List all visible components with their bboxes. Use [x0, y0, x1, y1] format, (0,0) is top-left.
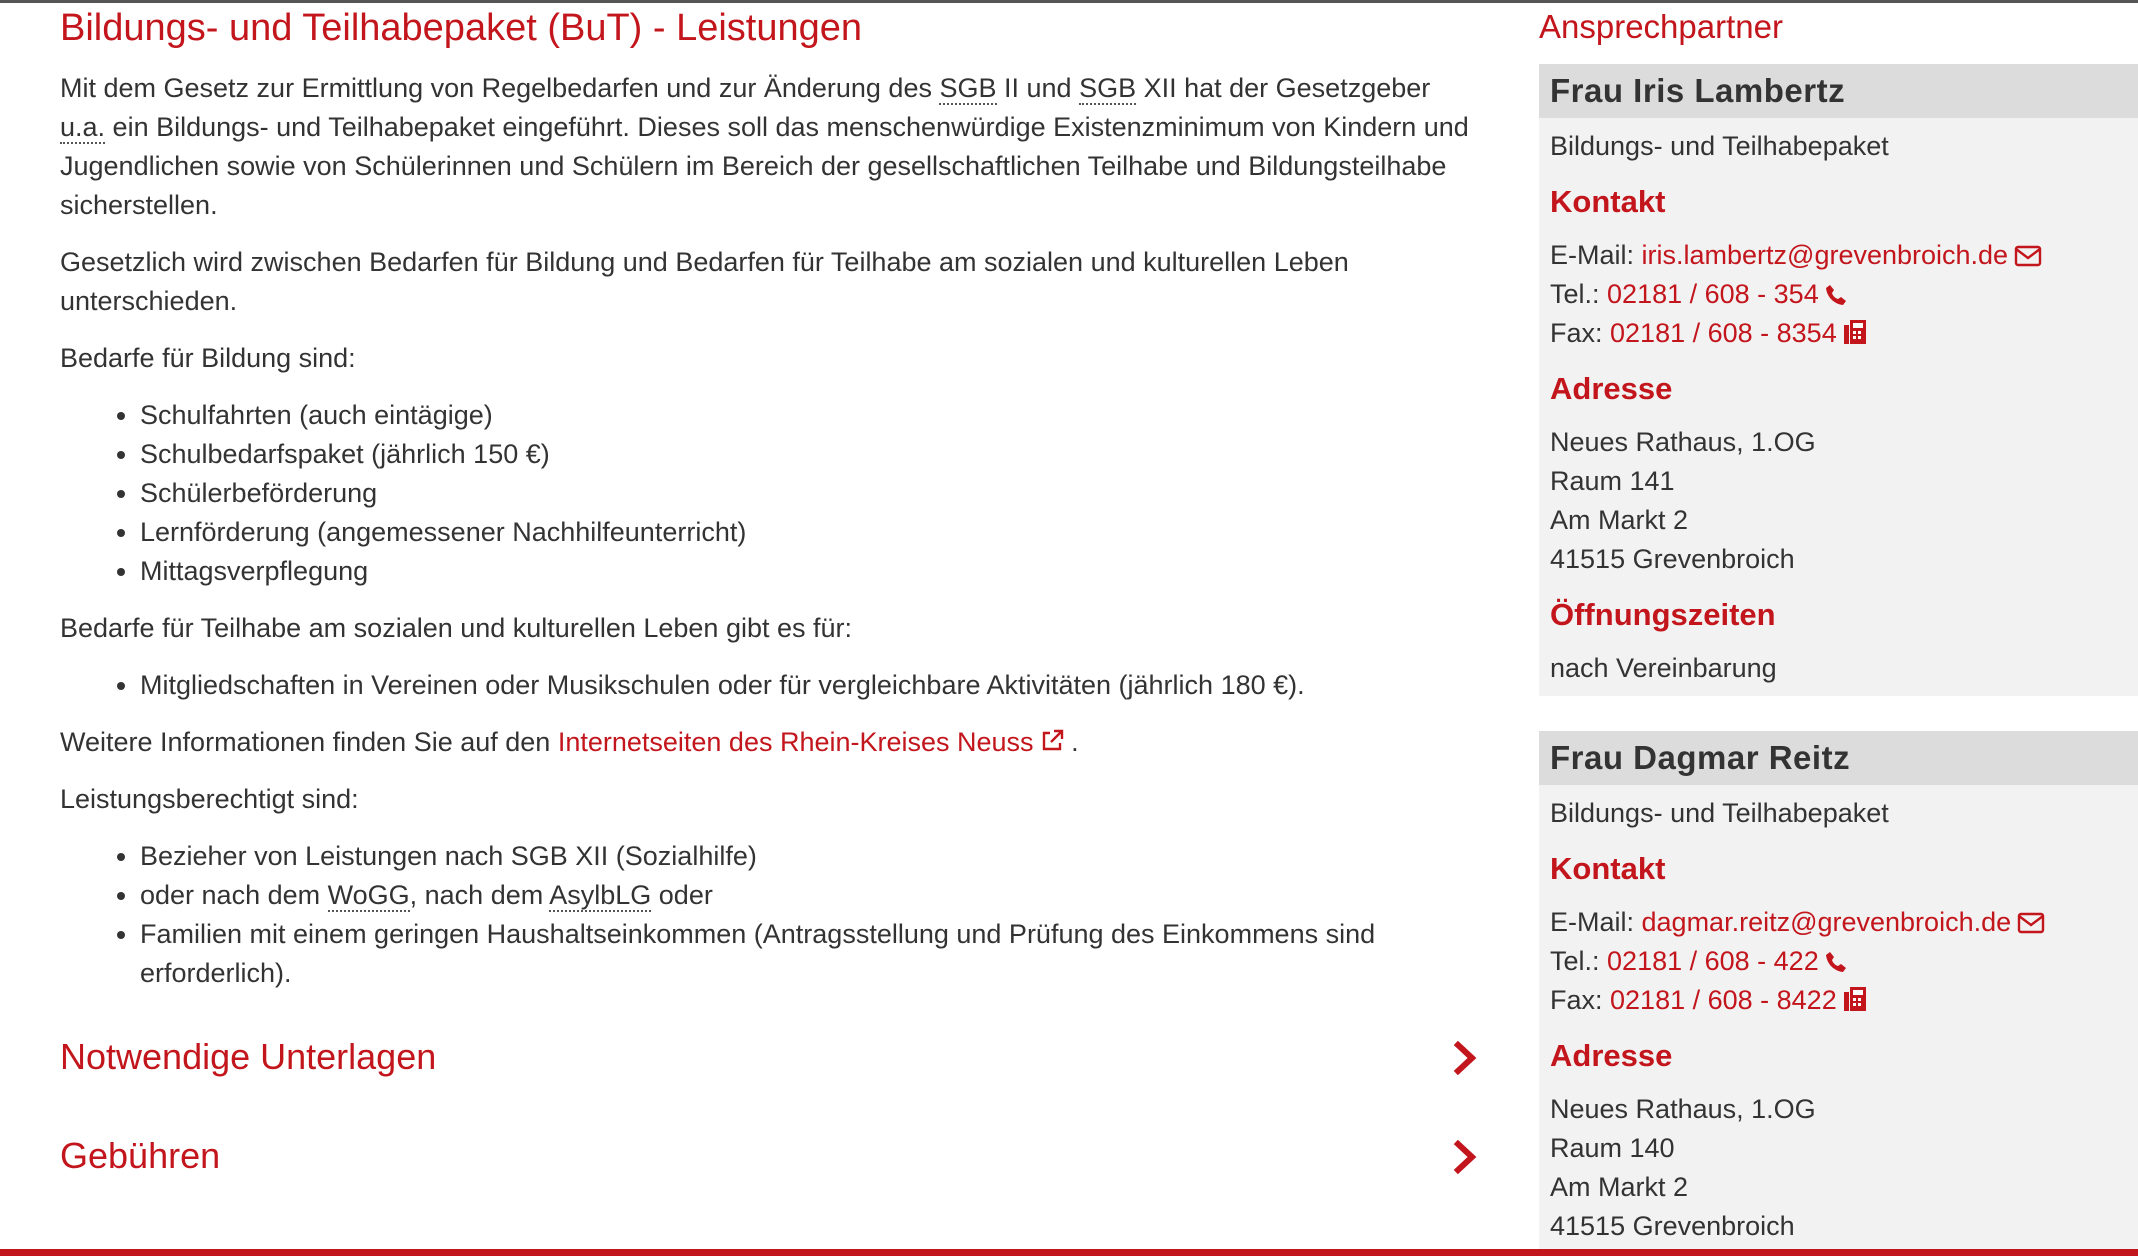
hours-heading: Öffnungszeiten	[1550, 597, 1776, 632]
fax-link[interactable]	[1610, 985, 1867, 1015]
list-item-text: oder	[651, 880, 713, 910]
contact-card	[1539, 731, 2138, 1254]
chevron-right-icon	[1452, 1140, 1480, 1174]
address-line: Raum 141	[1550, 466, 1675, 496]
email-label: E-Mail:	[1550, 907, 1642, 937]
teilhabe-list	[60, 666, 1480, 705]
tel-number: 02181 / 608 - 422	[1607, 946, 1819, 976]
intro-text-3: XII hat der Gesetzgeber	[1136, 73, 1431, 103]
sidebar-title: Ansprechpartner	[1539, 8, 1783, 45]
abbr-sgb[interactable]: SGB	[1079, 73, 1137, 103]
list-item: • Familien mit einem geringen Haushaltseinkommen (Antragsstellung und Prüfung des Einkommens sind erforderlich).	[140, 915, 1480, 993]
accordion-label: Notwendige Unterlagen	[60, 1036, 437, 1077]
tel-link[interactable]	[1607, 946, 1847, 976]
email-address: iris.lambertz@grevenbroich.de	[1641, 240, 2009, 270]
phone-icon	[1825, 284, 1847, 306]
footer-accent-bar	[0, 1249, 2138, 1256]
address-heading: Adresse	[1550, 371, 1673, 406]
intro-paragraph	[60, 69, 1480, 225]
contact-card-body	[1539, 794, 2138, 1246]
fax-link[interactable]	[1610, 318, 1867, 348]
list-item: • Lernförderung (angemessener Nachhilfeunterricht)	[140, 513, 1480, 552]
hours-text: nach Vereinbarung	[1550, 653, 1777, 683]
contact-name: Frau Iris Lambertz	[1539, 64, 2138, 118]
email-label: E-Mail:	[1550, 240, 1642, 270]
bildung-heading: Bedarfe für Bildung sind:	[60, 343, 356, 373]
list-item-text: oder nach dem	[140, 880, 328, 910]
fax-line	[1550, 314, 2127, 353]
contact-details	[1550, 903, 2127, 1020]
envelope-icon	[2014, 245, 2042, 267]
address-line: Raum 140	[1550, 1133, 1675, 1163]
address-heading: Adresse	[1550, 1038, 1673, 1073]
fax-number: 02181 / 608 - 8354	[1610, 318, 1837, 348]
intro-text-2: II und	[996, 73, 1080, 103]
info-text-after: .	[1063, 727, 1079, 757]
list-item-text: , nach dem	[409, 880, 550, 910]
contact-topic: Bildungs- und Teilhabepaket	[1550, 131, 1889, 161]
abbr-ua[interactable]: u.a.	[60, 112, 106, 142]
rhein-kreis-neuss-link[interactable]	[558, 727, 1064, 757]
contact-card	[1539, 64, 2138, 696]
contact-card-body	[1539, 127, 2138, 688]
contact-name: Frau Dagmar Reitz	[1539, 731, 2138, 785]
email-address: dagmar.reitz@grevenbroich.de	[1641, 907, 2012, 937]
info-text-before: Weitere Informationen finden Sie auf den	[60, 727, 558, 757]
address-line: Neues Rathaus, 1.OG	[1550, 427, 1816, 457]
accordion-gebuehren[interactable]	[60, 1104, 1480, 1203]
tel-link[interactable]	[1607, 279, 1847, 309]
hours-block	[1550, 649, 2127, 688]
teilhabe-heading: Bedarfe für Teilhabe am sozialen und kulturellen Leben gibt es für:	[60, 613, 853, 643]
fax-icon	[1843, 986, 1867, 1012]
contact-heading: Kontakt	[1550, 851, 1666, 886]
email-line	[1550, 236, 2127, 275]
address-block	[1550, 1090, 2127, 1246]
distinction-paragraph: Gesetzlich wird zwischen Bedarfen für Bildung und Bedarfen für Teilhabe am sozialen und kulturellen Leben unterschieden.	[60, 247, 1349, 316]
page-title: Bildungs- und Teilhabepaket (BuT) - Leistungen	[60, 7, 863, 49]
accordion-notwendige-unterlagen[interactable]	[60, 1005, 1480, 1104]
list-item: • Schulbedarfspaket (jährlich 150 €)	[140, 435, 1480, 474]
tel-label: Tel.:	[1550, 946, 1608, 976]
accordion-label: Gebühren	[60, 1135, 221, 1176]
fax-number: 02181 / 608 - 8422	[1610, 985, 1837, 1015]
abbr-wogg[interactable]: WoGG	[327, 880, 410, 910]
list-item	[140, 876, 1480, 915]
fax-icon	[1843, 319, 1867, 345]
phone-icon	[1825, 951, 1847, 973]
fax-label: Fax:	[1550, 318, 1611, 348]
tel-number: 02181 / 608 - 354	[1607, 279, 1819, 309]
contact-topic: Bildungs- und Teilhabepaket	[1550, 798, 1889, 828]
email-link[interactable]	[1642, 240, 2043, 270]
envelope-icon	[2017, 912, 2045, 934]
abbr-sgb[interactable]: SGB	[939, 73, 997, 103]
tel-line	[1550, 275, 2127, 314]
main-content	[60, 3, 1480, 1203]
berechtigt-list	[60, 837, 1480, 993]
contact-heading: Kontakt	[1550, 184, 1666, 219]
email-line	[1550, 903, 2127, 942]
tel-line	[1550, 942, 2127, 981]
tel-label: Tel.:	[1550, 279, 1608, 309]
address-line: 41515 Grevenbroich	[1550, 1211, 1795, 1241]
address-block	[1550, 423, 2127, 579]
list-item: • Mittagsverpflegung	[140, 552, 1480, 591]
chevron-right-icon	[1452, 1041, 1480, 1075]
list-item: • Schülerbeförderung	[140, 474, 1480, 513]
list-item: • Schulfahrten (auch eintägige)	[140, 396, 1480, 435]
intro-text-4: ein Bildungs- und Teilhabepaket eingeführt. Dieses soll das menschenwürdige Existenzminimum von Kindern und Jugendlichen sowie von Schülerinnen und Schülern im Bereich der gesellschaftlichen Teilhabe und Bildungsteilhabe sicherstellen.	[60, 112, 1469, 220]
contact-sidebar	[1539, 3, 2138, 1254]
fax-line	[1550, 981, 2127, 1020]
external-link-icon	[1040, 729, 1064, 753]
list-item: • Mitgliedschaften in Vereinen oder Musikschulen oder für vergleichbare Aktivitäten (jährlich 180 €).	[140, 666, 1480, 705]
rhein-kreis-neuss-link-label: Internetseiten des Rhein-Kreises Neuss	[557, 727, 1034, 757]
address-line: Am Markt 2	[1550, 1172, 1689, 1202]
berechtigt-heading: Leistungsberechtigt sind:	[60, 784, 359, 814]
abbr-asylblg[interactable]: AsylbLG	[549, 880, 652, 910]
info-paragraph	[60, 723, 1480, 762]
list-item: • Bezieher von Leistungen nach SGB XII (Sozialhilfe)	[140, 837, 1480, 876]
contact-details	[1550, 236, 2127, 353]
address-line: 41515 Grevenbroich	[1550, 544, 1795, 574]
bildung-list	[60, 396, 1480, 591]
email-link[interactable]	[1642, 907, 2046, 937]
fax-label: Fax:	[1550, 985, 1611, 1015]
address-line: Am Markt 2	[1550, 505, 1689, 535]
address-line: Neues Rathaus, 1.OG	[1550, 1094, 1816, 1124]
intro-text-1: Mit dem Gesetz zur Ermittlung von Regelbedarfen und zur Änderung des	[60, 73, 940, 103]
